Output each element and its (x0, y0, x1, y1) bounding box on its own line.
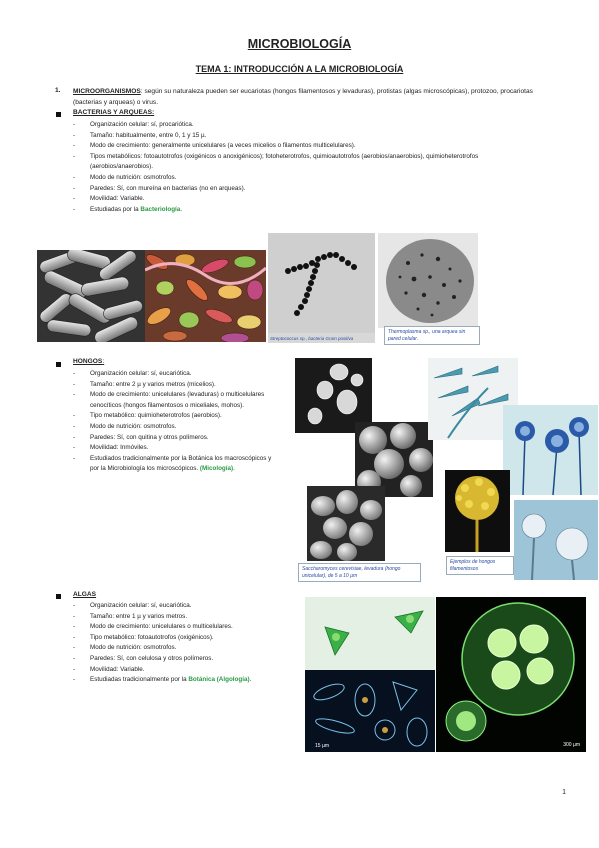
list-item-text: Estudiadas por la (90, 205, 141, 213)
list-item-suffix: . (180, 205, 183, 213)
list-item: - Movilidad: Inmóviles. (73, 443, 273, 454)
streptococcus-image (268, 233, 375, 343)
yeast-cluster-image (307, 486, 385, 561)
list-item: - Organización celular: sí, procariótica. (73, 120, 543, 131)
diatoms-image (305, 670, 435, 752)
bacteriology-highlight: Bacteriología (140, 205, 181, 213)
thermoplasma-caption: Thermoplasma sp., una arquea sin pared celular. (384, 326, 480, 345)
yellow-mold-image (445, 470, 510, 552)
list-item (73, 454, 273, 475)
fungi-heading-text: HONGOS (73, 358, 103, 365)
list-item: - Tipo metabólico: quimioheterotrofos (aerobios). (73, 411, 273, 422)
fungi-bullet-icon (56, 362, 61, 367)
bacteria-list (73, 120, 543, 215)
list-item: - Modo de crecimiento: generalmente unicelulares (a veces micelios o filamentos multicelulares). (73, 141, 543, 152)
yeast-caption: Saccharomyces cerevisiae, levadura (hongo unicelular), de 5 a 10 µm (298, 563, 421, 582)
list-item: - Tipos metabólicos: fotoautotrofos (oxigénicos o anoxigénicos); fotoheterotrofos, quimioautotrofos (aerobios/anaerobios), quimioheterotrofos (aerobios/anaerobios). (73, 152, 543, 173)
page-number: 1 (562, 789, 566, 796)
colored-bacteria-image (145, 250, 266, 342)
intro-paragraph (73, 87, 553, 108)
list-item: - Movilidad: Variable. (73, 194, 543, 205)
scale-bar-left: 15 µm (315, 743, 329, 749)
list-item: - Tipo metabólico: fotoautotrofos (oxigénicos). (73, 633, 298, 644)
list-item (73, 205, 543, 216)
list-item (73, 675, 298, 686)
intro-text: : según su naturaleza pueden ser eucariotas (hongos filamentosos y levaduras), protistas (algas microscópicas), protozoo, procariotas (bacterias y arqueas) o virus. (73, 88, 533, 106)
green-algae-image (305, 597, 435, 670)
fungi-heading (73, 358, 104, 365)
list-item-suffix: . (249, 676, 252, 684)
scale-bar-right: 300 µm (563, 742, 580, 748)
fungi-heading-colon: : (102, 358, 105, 365)
fungi-list (73, 369, 273, 475)
algae-heading: ALGAS (73, 591, 97, 598)
bacteria-bullet-icon (56, 112, 61, 117)
mold-sporangia-image (514, 500, 598, 580)
section-subtitle: TEMA 1: INTRODUCCIÓN A LA MICROBIOLOGÍA (195, 64, 404, 74)
list-item-text: Estudiadas tradicionalmente por la (90, 676, 189, 684)
list-item: - Movilidad: Variable. (73, 665, 298, 676)
mycology-highlight: (Micología) (199, 465, 234, 473)
molds-caption: Ejemplos de hongos filamentosos (446, 556, 514, 575)
thermoplasma-image (378, 233, 478, 328)
list-item: - Organización celular: sí, eucariótica. (73, 369, 273, 380)
list-item: - Modo de crecimiento: unicelulares o multicelulares. (73, 622, 298, 633)
list-item: - Modo de nutrición: osmotrofos. (73, 643, 298, 654)
document-title: MICROBIOLOGÍA (247, 37, 352, 51)
intro-term: MICROORGANISMOS (73, 88, 141, 95)
intro-number: 1. (55, 87, 61, 94)
list-item: - Organización celular: sí, eucariótica. (73, 601, 298, 612)
list-item: - Modo de nutrición: osmotrofos. (73, 173, 543, 184)
list-item: - Tamaño: habitualmente, entre 0, 1 y 15 µ. (73, 131, 543, 142)
list-item-suffix: . (233, 465, 235, 473)
volvox-image (436, 597, 586, 752)
list-item: - Tamaño: entre 2 µ y varios metros (micelios). (73, 380, 273, 391)
list-item-text: Estudiados tradicionalmente por la Botánica los macroscópicos y por la Microbiología los microscópicos. (90, 454, 272, 473)
rod-bacteria-image (37, 250, 145, 342)
list-item: - Modo de nutrición: osmotrofos. (73, 422, 273, 433)
list-item: - Paredes: Sí, con mureína en bacterias (no en arqueas). (73, 184, 543, 195)
list-item: - Paredes: Sí, con celulosa y otros polímeros. (73, 654, 298, 665)
aspergillus-blue-image (503, 405, 598, 495)
algology-highlight: Botánica (Algología) (188, 676, 250, 684)
algae-list (73, 601, 298, 686)
list-item: - Modo de crecimiento: unicelulares (levaduras) o multicelulares cenocíticos (hongos filamentosos o miceliales, mohos). (73, 390, 273, 411)
algae-bullet-icon (56, 594, 61, 599)
bacteria-heading: BACTERIAS Y ARQUEAS: (73, 109, 155, 116)
streptococcus-caption: Streptococcus sp., bacteria Gram positiva (270, 335, 354, 341)
list-item: - Tamaño: entre 1 µ y varios metros. (73, 612, 298, 623)
list-item: - Paredes: Sí, con quitina y otros polímeros. (73, 433, 273, 444)
